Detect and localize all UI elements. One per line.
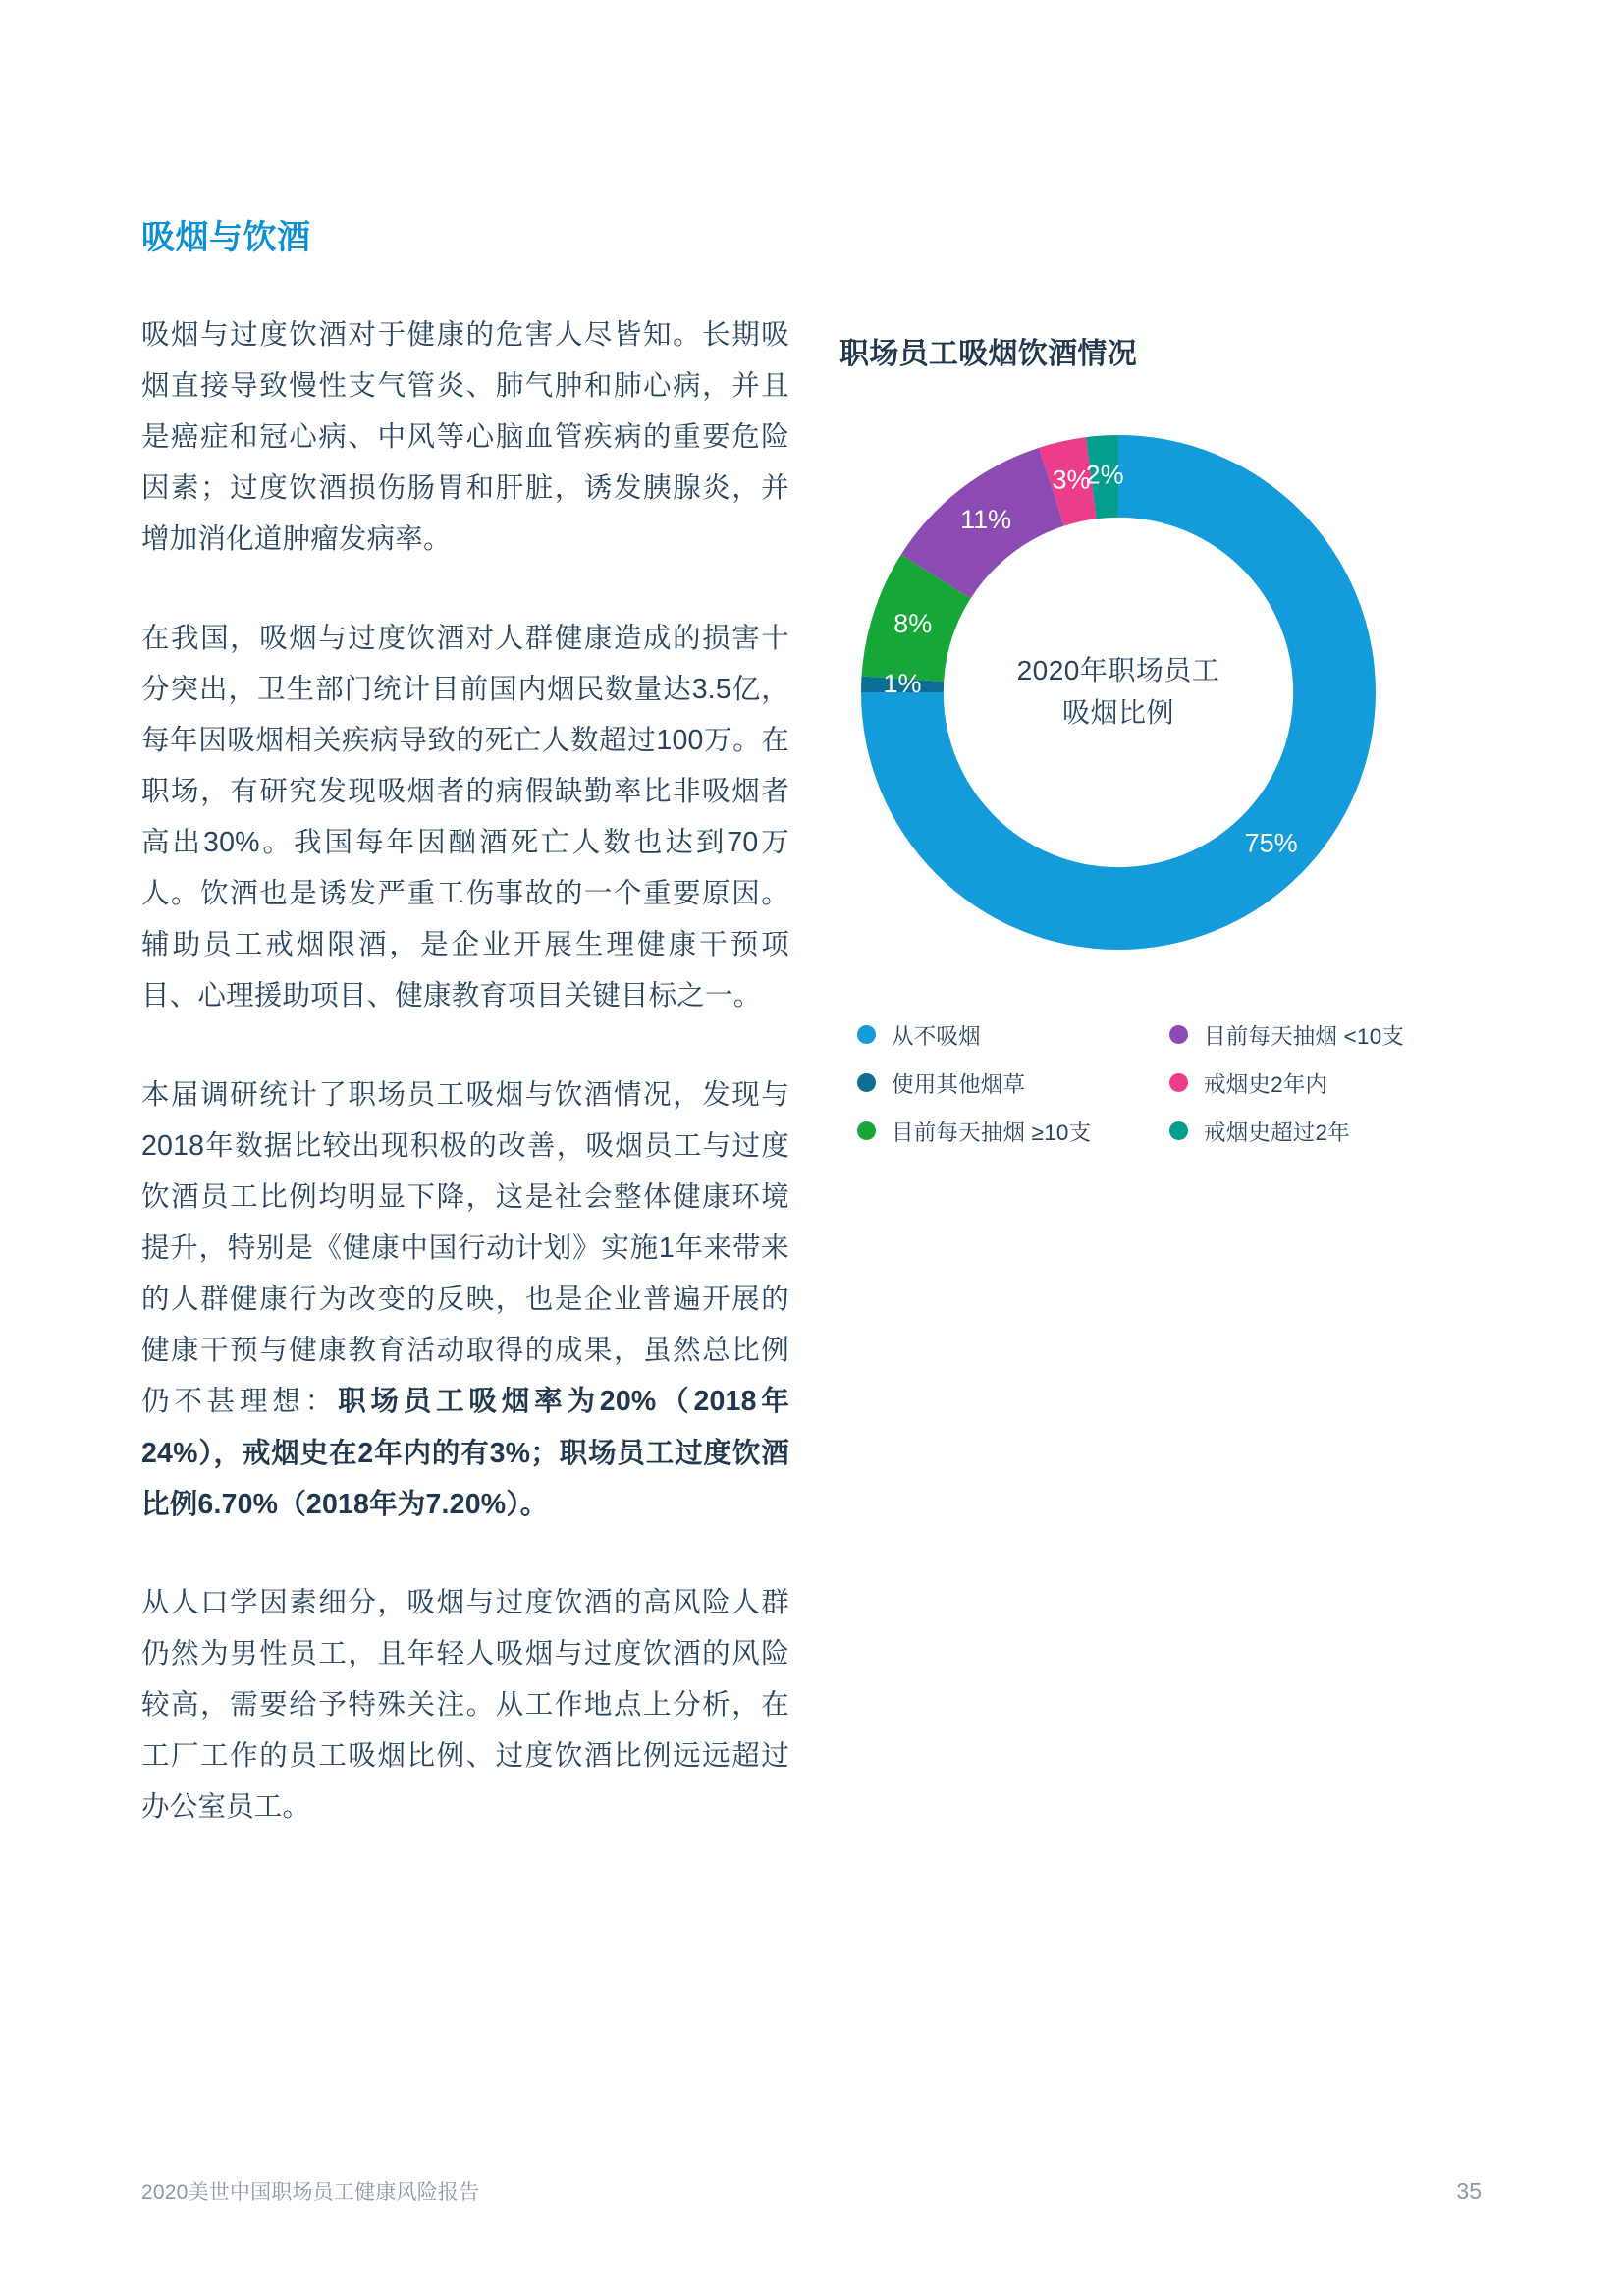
chart-title: 职场员工吸烟饮酒情况 <box>839 338 1137 370</box>
legend-color-swatch-icon <box>1169 1073 1188 1092</box>
legend-item[interactable] <box>1169 1067 1517 1099</box>
donut-slice-label: 3% <box>1052 465 1091 495</box>
paragraph-3 <box>141 1069 789 1530</box>
donut-slice-label: 11% <box>960 505 1012 535</box>
legend-color-swatch-icon <box>857 1073 876 1092</box>
footer-report-title: 2020美世中国职场员工健康风险报告 <box>141 2181 480 2204</box>
legend-item-label: 目前每天抽烟 <10支 <box>1204 1023 1405 1049</box>
chart-legend <box>857 1011 1517 1155</box>
donut-slice-group <box>861 435 1376 950</box>
legend-color-swatch-icon <box>1169 1025 1188 1044</box>
donut-slice-label: 75% <box>1244 828 1298 858</box>
legend-item-label: 戒烟史超过2年 <box>1204 1120 1350 1145</box>
legend-color-swatch-icon <box>857 1025 876 1044</box>
legend-color-swatch-icon <box>857 1121 876 1140</box>
legend-item[interactable] <box>857 1019 1169 1051</box>
donut-slice-label: 8% <box>893 609 933 639</box>
legend-item-label: 使用其他烟草 <box>892 1071 1026 1097</box>
donut-center-line-2: 吸烟比例 <box>1061 697 1174 728</box>
donut-chart-svg <box>853 427 1383 957</box>
legend-color-swatch-icon <box>1169 1121 1188 1140</box>
chart-column <box>839 329 1517 1155</box>
page-footer <box>141 2176 1482 2206</box>
donut-center-line-1: 2020年职场员工 <box>1016 655 1220 686</box>
legend-item[interactable] <box>857 1116 1169 1147</box>
legend-item[interactable] <box>1169 1116 1517 1147</box>
legend-item[interactable] <box>1169 1019 1517 1051</box>
legend-item-label: 从不吸烟 <box>892 1023 981 1049</box>
paragraph-4: 从人口学因素细分，吸烟与过度饮酒的高风险人群仍然为男性员工，且年轻人吸烟与过度饮酒的风险较高，需要给予特殊关注。从工作地点上分析，在工厂工作的员工吸烟比例、过度饮酒比例远远超过办公室员工。 <box>141 1586 789 1824</box>
legend-item-label: 戒烟史2年内 <box>1204 1071 1328 1097</box>
footer-page-number: 35 <box>1456 2178 1482 2204</box>
legend-item[interactable] <box>857 1067 1169 1099</box>
paragraph-3-bold-highlight: 职场员工吸烟率为20%（2018年24%），戒烟史在2年内的有3%；职场员工过度饮酒比例6.70%（2018年为7.20%）。 <box>141 1386 789 1520</box>
donut-slice-label: 2% <box>1085 460 1124 490</box>
section-heading: 吸烟与饮酒 <box>141 219 311 256</box>
legend-item-label: 目前每天抽烟 ≥10支 <box>892 1120 1092 1145</box>
paragraph-1: 吸烟与过度饮酒对于健康的危害人尽皆知。长期吸烟直接导致慢性支气管炎、肺气肿和肺心病，并且是癌症和冠心病、中风等心脑血管疾病的重要危险因素；过度饮酒损伤肠胃和肝脏，诱发胰腺炎，并增加消化道肿瘤发病率。 <box>141 318 789 556</box>
paragraph-3-normal-text: 本届调研统计了职场员工吸烟与饮酒情况，发现与2018年数据比较出现积极的改善，吸烟员工与过度饮酒员工比例均明显下降，这是社会整体健康环境提升，特别是《健康中国行动计划》实施1年来带来的人群健康行为改变的反映，也是企业普遍开展的健康干预与健康教育活动取得的成果，虽然总比例仍不甚理想： <box>141 1078 789 1418</box>
donut-chart <box>853 427 1383 957</box>
paragraph-2: 在我国，吸烟与过度饮酒对人群健康造成的损害十分突出，卫生部门统计目前国内烟民数量达3.5亿，每年因吸烟相关疾病导致的死亡人数超过100万。在职场，有研究发现吸烟者的病假缺勤率比非吸烟者高出30%。我国每年因酗酒死亡人数也达到70万人。饮酒也是诱发严重工伤事故的一个重要原因。辅助员工戒烟限酒，是企业开展生理健康干预项目、心理援助项目、健康教育项目关键目标之一。 <box>141 622 789 1012</box>
article-text-column <box>141 218 789 1833</box>
donut-slice-label: 1% <box>883 669 922 699</box>
